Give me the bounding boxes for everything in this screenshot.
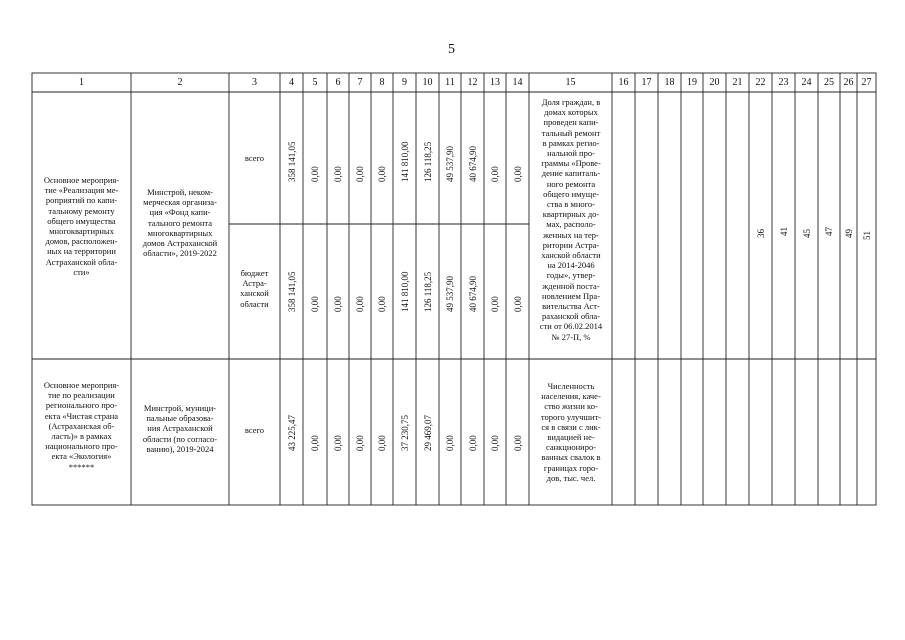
row1-target-col22: 36 bbox=[755, 229, 766, 238]
column-header-23: 23 bbox=[778, 77, 789, 88]
row1-total-value-col8: 0,00 bbox=[377, 166, 387, 182]
row1-col1-text: Основное мероприя- тие «Реализация ме- роприятий по капи- тальному ремонту общего имущества многоквартирных домов, расположен- ных на территории Астраханской обла- сти» bbox=[43, 175, 120, 277]
column-header-17: 17 bbox=[641, 77, 652, 88]
row2-total-value-col12: 0,00 bbox=[467, 435, 478, 451]
row1-budget-value-col10: 126 118,25 bbox=[422, 271, 433, 312]
page-number: 5 bbox=[448, 42, 455, 57]
column-header-25: 25 bbox=[824, 77, 834, 88]
row1-total-value-col10: 126 118,25 bbox=[422, 141, 433, 182]
row1-total-value-col9: 141 810,00 bbox=[399, 141, 410, 182]
row1-budget-value-col8: 0,00 bbox=[377, 296, 387, 312]
row2-col15-text: Численность населения, каче- ство жизни ко- торого улучшит- ся в связи с лик- видацией не- санкциониро- ванных свалок в границах горо- дов, тыс. чел. bbox=[540, 381, 602, 483]
column-header-10: 10 bbox=[422, 77, 433, 88]
row1-sub2-label: бюджет Астра- ханской области bbox=[240, 268, 269, 309]
row2-total-value-col11: 0,00 bbox=[445, 435, 455, 451]
row1-budget-value-col6: 0,00 bbox=[333, 296, 343, 312]
column-header-6: 6 bbox=[335, 77, 341, 88]
row1-budget-value-col13: 0,00 bbox=[490, 296, 500, 312]
row2-total-value-col7: 0,00 bbox=[355, 435, 365, 451]
row1-budget-value-col7: 0,00 bbox=[355, 296, 365, 312]
column-header-2: 2 bbox=[177, 77, 183, 88]
row2-total-value-col5: 0,00 bbox=[310, 435, 320, 451]
row1-total-value-col6: 0,00 bbox=[333, 166, 343, 182]
row1-sub1-label: всего bbox=[244, 153, 265, 163]
column-header-3: 3 bbox=[252, 77, 257, 88]
row1-budget-value-col11: 49 537,90 bbox=[445, 276, 455, 312]
column-header-21: 21 bbox=[732, 77, 743, 88]
column-header-22: 22 bbox=[755, 77, 766, 88]
row1-target-col25: 47 bbox=[824, 227, 834, 236]
column-header-12: 12 bbox=[467, 77, 478, 88]
row1-budget-value-col9: 141 810,00 bbox=[399, 271, 410, 312]
column-header-27: 27 bbox=[861, 77, 872, 88]
row2-col2-text: Минстрой, муници- пальные образова- ния Астраханской области (по согласо- ванию), 2019-2024 bbox=[142, 403, 218, 454]
row1-total-value-col7: 0,00 bbox=[355, 166, 365, 182]
row1-budget-value-col12: 40 674,90 bbox=[467, 276, 478, 312]
column-header-7: 7 bbox=[357, 77, 363, 88]
row2-total-value-col9: 37 230,75 bbox=[399, 415, 410, 451]
row2-col1-text: Основное мероприя- тие по реализации регионального про- екта «Чистая страна (Астраханская об- ласть)» в рамках национального про- екта «Экология» ****** bbox=[43, 380, 120, 472]
row1-col2-text: Минстрой, неком- мерческая организа- ция «Фонд капи- тального ремонта многоквартирных домов Астраханской области», 2019-2022 bbox=[142, 187, 218, 259]
column-header-11: 11 bbox=[445, 77, 455, 88]
column-header-15: 15 bbox=[565, 77, 576, 88]
row2-total-value-col8: 0,00 bbox=[377, 435, 387, 451]
row1-total-value-col4: 358 141,05 bbox=[286, 141, 297, 182]
row1-target-col27: 51 bbox=[861, 231, 872, 240]
column-header-20: 20 bbox=[709, 77, 720, 88]
row1-total-value-col11: 49 537,90 bbox=[445, 146, 455, 182]
column-header-8: 8 bbox=[379, 77, 385, 88]
column-header-14: 14 bbox=[512, 77, 523, 88]
column-header-26: 26 bbox=[843, 77, 854, 88]
row1-total-value-col5: 0,00 bbox=[310, 166, 320, 182]
row1-budget-value-col4: 358 141,05 bbox=[286, 271, 297, 312]
column-header-13: 13 bbox=[490, 77, 500, 88]
row2-total-value-col4: 43 225,47 bbox=[286, 415, 297, 451]
row1-target-col23: 41 bbox=[778, 227, 789, 236]
row1-col15-text: Доля граждан, в домах которых проведен капи- тальный ремонт в рамках регио- нальной про- граммы «Прове- дение капиталь- ного ремонта общего имуще- ства в много- квартирных до- мах, располо- женных на тер- ритории Астра- ханской области на 2014-2046 годы», утвер- жденной поста- новлением Пра- вительства Аст- раханской обла- сти от 06.02.2014 № 27-П, % bbox=[539, 97, 603, 342]
column-header-16: 16 bbox=[618, 77, 629, 88]
row2-total-value-col13: 0,00 bbox=[490, 435, 500, 451]
column-header-9: 9 bbox=[402, 77, 407, 88]
column-header-1: 1 bbox=[79, 77, 84, 88]
row1-budget-value-col14: 0,00 bbox=[512, 296, 523, 312]
row2-col3-label: всего bbox=[244, 425, 265, 435]
row1-total-value-col14: 0,00 bbox=[512, 166, 523, 182]
row2-total-value-col14: 0,00 bbox=[512, 435, 523, 451]
column-header-4: 4 bbox=[289, 77, 294, 88]
row2-total-value-col6: 0,00 bbox=[333, 435, 343, 451]
row1-target-col24: 45 bbox=[801, 229, 812, 238]
row1-total-value-col13: 0,00 bbox=[490, 166, 500, 182]
column-header-24: 24 bbox=[801, 77, 812, 88]
column-header-19: 19 bbox=[687, 77, 697, 88]
row1-budget-value-col5: 0,00 bbox=[310, 296, 320, 312]
row1-total-value-col12: 40 674,90 bbox=[467, 146, 478, 182]
column-header-5: 5 bbox=[312, 77, 318, 88]
row1-target-col26: 49 bbox=[843, 229, 854, 238]
column-header-18: 18 bbox=[664, 77, 675, 88]
row2-total-value-col10: 29 469,07 bbox=[422, 415, 433, 451]
